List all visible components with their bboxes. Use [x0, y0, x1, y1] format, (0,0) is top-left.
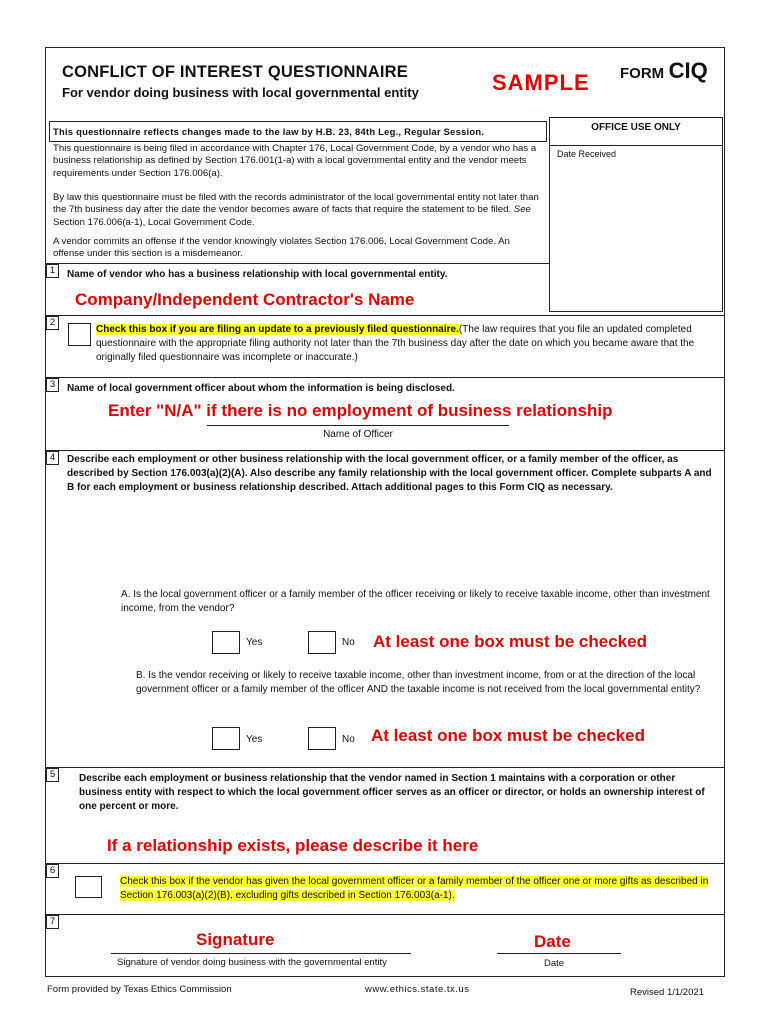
signature-caption: Signature of vendor doing business with the governmental entity — [117, 957, 387, 968]
date-caption: Date — [544, 958, 565, 969]
section-7-top — [45, 914, 725, 915]
question-b: B. Is the vendor receiving or likely to receive taxable income, other than investment income, from or at the direction of the local government officer or a family member of the officer AND the taxable income is not received from the local governmental entity? — [136, 670, 701, 695]
section-2-top — [45, 315, 725, 316]
date-received-label: Date Received — [557, 149, 617, 159]
update-checkbox[interactable] — [68, 323, 91, 346]
section-6-text — [120, 875, 710, 903]
law-note: This questionnaire reflects changes made to the law by H.B. 23, 84th Leg., Regular Session. — [53, 126, 485, 137]
question-b-yes-checkbox[interactable] — [212, 727, 240, 750]
form-title: CONFLICT OF INTEREST QUESTIONNAIRE — [62, 63, 408, 81]
section-5-label: Describe each employment or business relationship that the vendor named in Section 1 maintains with a corporation or other business entity with respect to which the local government officer serves as an officer or director, or holds an ownership interest of one percent or more. — [79, 773, 705, 812]
question-b-yes-label: Yes — [246, 734, 263, 745]
section-4-label: Describe each employment or other business relationship with the local government officer, or a family member of the officer, as described by Section 176.003(a)(2)(A). Also describe any family relationship with the local government officer. Complete subparts A and B for each employment or business relationship described. Attach additional pages to this Form CIQ as necessary. — [67, 454, 712, 493]
question-b-no-checkbox[interactable] — [308, 727, 336, 750]
footer-revised: Revised 1/1/2021 — [630, 987, 704, 998]
form-code: CIQ — [668, 58, 708, 83]
section-7-number: 7 — [46, 915, 59, 929]
section-2-rest: (The law requires that you file an updated completed questionnaire with the appropriate filing authority not later than the 7th business day after the date on which you became aware that the originally filed questionnaire was incomplete or inaccurate.) — [96, 324, 695, 363]
sample-stamp: SAMPLE — [492, 70, 590, 95]
signature-underline — [111, 953, 411, 954]
section-6-top — [45, 863, 725, 864]
section-2-highlight: Check this box if you are filing an update to a previously filed questionnaire. — [96, 324, 459, 335]
office-use-title: OFFICE USE ONLY — [591, 122, 681, 133]
intro-see: See — [513, 204, 531, 216]
form-id — [620, 58, 708, 84]
section-1-label: Name of vendor who has a business relationship with local governmental entity. — [67, 269, 448, 280]
relationship-description-field[interactable]: If a relationship exists, please describe it here — [107, 836, 479, 855]
section-6-number: 6 — [46, 864, 59, 878]
footer-url[interactable]: www.ethics.state.tx.us — [365, 984, 470, 995]
question-a-note: At least one box must be checked — [373, 632, 647, 651]
intro-paragraph-1: This questionnaire is being filed in accordance with Chapter 176, Local Government Code, by a vendor who has a business relationship as defined by Section 176.001(1-a) with a local governmental entity and the vendor meets requirements under Section 176.006(a). — [53, 143, 537, 179]
officer-name-caption: Name of Officer — [323, 429, 393, 440]
vendor-name-field[interactable]: Company/Independent Contractor's Name — [75, 290, 415, 309]
question-a-no-label: No — [342, 637, 355, 648]
section-3-label: Name of local government officer about whom the information is being disclosed. — [67, 383, 455, 394]
question-a-yes-checkbox[interactable] — [212, 631, 240, 654]
section-2-text — [96, 323, 706, 365]
section-3-top — [45, 377, 725, 378]
section-2-number: 2 — [46, 316, 59, 330]
form-label: FORM — [620, 65, 665, 82]
intro-paragraph-2-b: Section 176.006(a-1), Local Government Code. — [53, 216, 255, 228]
office-divider — [549, 145, 723, 146]
section-1-top — [45, 263, 549, 264]
question-a-yes-label: Yes — [246, 637, 263, 648]
footer-provider: Form provided by Texas Ethics Commission — [47, 984, 232, 995]
officer-name-field[interactable]: Enter "N/A" if there is no employment of business relationship — [108, 401, 613, 420]
signature-field[interactable]: Signature — [196, 930, 275, 949]
office-use-box — [549, 117, 723, 312]
question-b-no-label: No — [342, 734, 355, 745]
section-4-top — [45, 450, 725, 451]
section-6-highlight: Check this box if the vendor has given the local government officer or a family member of the officer one or more gifts as described in Section 176.003(a)(2)(B), excluding gifts described in Section 176.003(a-1). — [120, 876, 709, 901]
intro-paragraph-2 — [53, 192, 541, 229]
gift-checkbox[interactable] — [75, 876, 102, 898]
section-4-number: 4 — [46, 451, 59, 465]
section-1-number: 1 — [46, 264, 59, 278]
question-a: A. Is the local government officer or a family member of the officer receiving or likely to receive taxable income, other than investment income, from the vendor? — [121, 589, 710, 614]
question-b-note: At least one box must be checked — [371, 726, 645, 745]
date-underline — [497, 953, 621, 954]
section-3-number: 3 — [46, 378, 59, 392]
section-5-number: 5 — [46, 768, 59, 782]
date-field[interactable]: Date — [534, 932, 571, 951]
intro-paragraph-3: A vendor commits an offense if the vendor knowingly violates Section 176.006, Local Government Code. An offense under this section is a misdemeanor. — [53, 236, 510, 260]
officer-name-underline — [207, 425, 509, 426]
section-5-top — [45, 767, 725, 768]
form-subtitle: For vendor doing business with local governmental entity — [62, 85, 419, 100]
question-a-no-checkbox[interactable] — [308, 631, 336, 654]
intro-paragraph-2-a: By law this questionnaire must be filed with the records administrator of the local governmental entity not later than the 7th business day after the date the vendor becomes aware of facts that require the statement to be filed. — [53, 192, 539, 216]
